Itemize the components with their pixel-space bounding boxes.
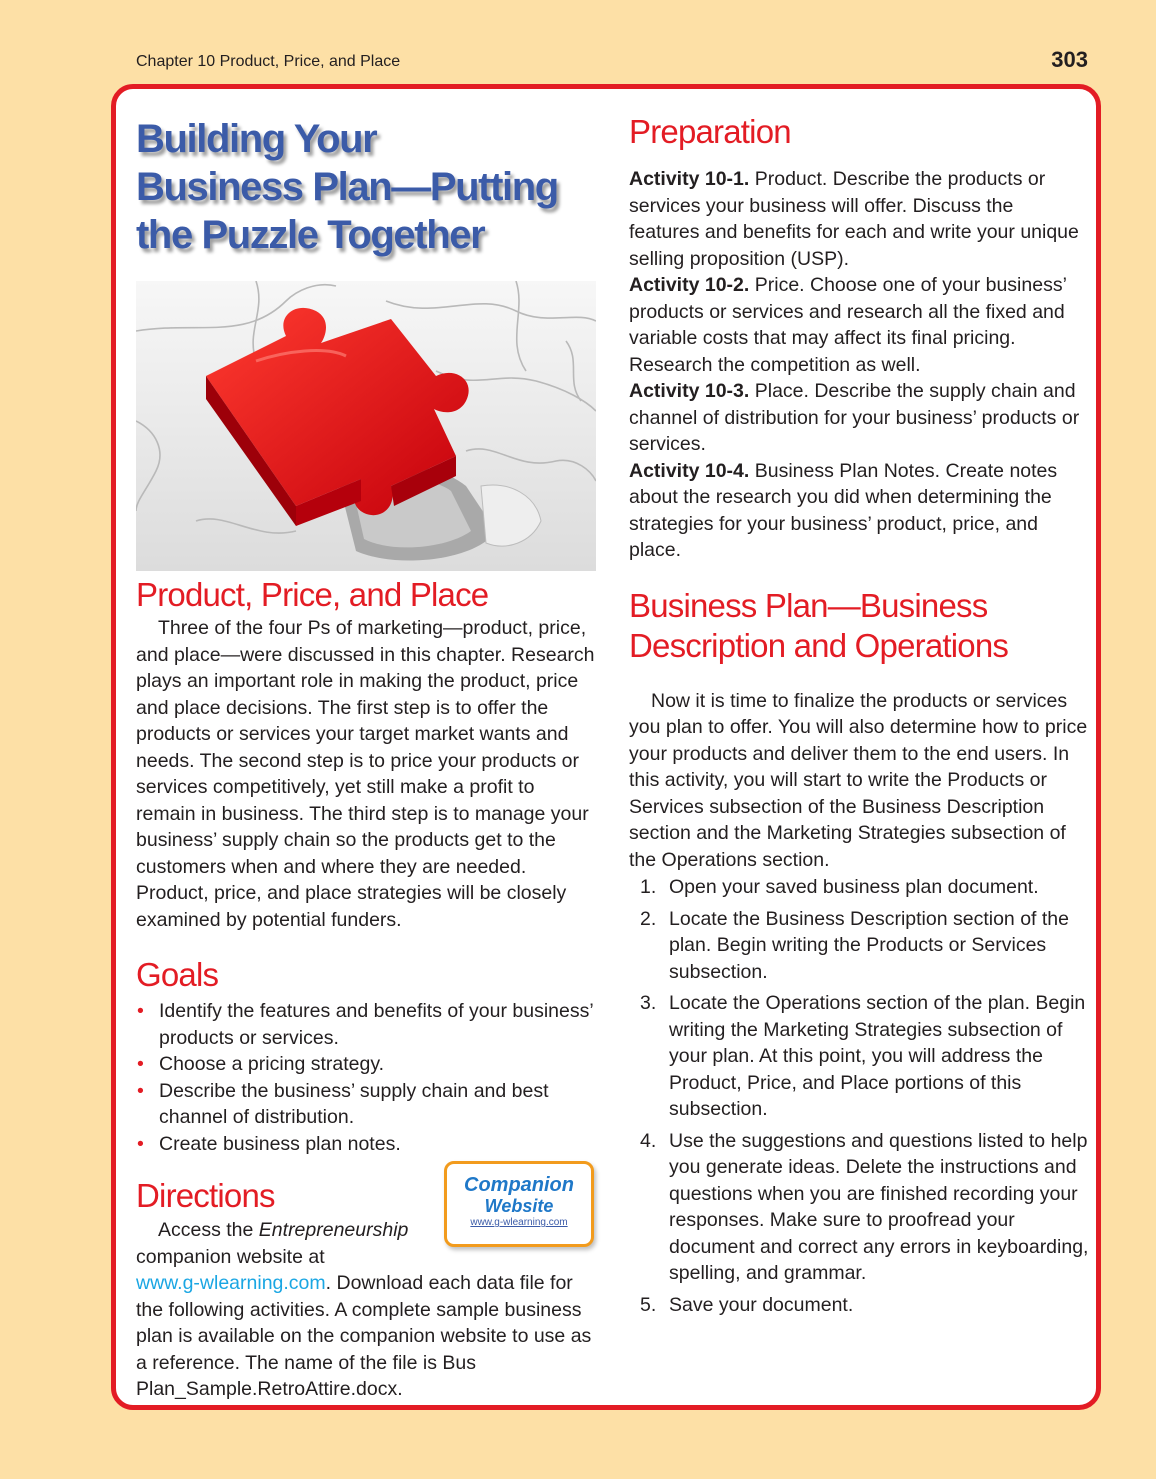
- title-line: the Puzzle Together: [136, 213, 485, 257]
- list-item: • Choose a pricing strategy.: [137, 1053, 385, 1075]
- companion-label: Companion: [464, 1174, 574, 1196]
- list-item: 1. Open your saved business plan document.: [640, 876, 1039, 898]
- activity-item: Activity 10-3. Place. Describe the supply chain and channel of distribution for your business’ products or services.: [629, 380, 1080, 455]
- puzzle-image: [136, 281, 596, 571]
- goals-list: [136, 998, 596, 1157]
- list-item: • Identify the features and benefits of your business’ products or services.: [137, 1000, 593, 1049]
- activity-item: Activity 10-4. Business Plan Notes. Create notes about the research you did when determining the strategies for your business’ product, price, and place.: [629, 459, 1058, 561]
- activities: [629, 166, 1089, 564]
- right-column: [629, 110, 1089, 1323]
- business-plan-heading: Business Plan—Business Description and Operations: [629, 586, 1009, 664]
- companion-website-badge[interactable]: [444, 1161, 594, 1247]
- badge-url: www.g-wlearning.com: [470, 1217, 568, 1228]
- list-item: 3. Locate the Operations section of the plan. Begin writing the Marketing Strategies subsection of your plan. At this point, you will address the Product, Price, and Place portions of this subsection.: [640, 992, 1086, 1120]
- list-item: • Create business plan notes.: [137, 1132, 401, 1155]
- directions-heading: Directions: [136, 1177, 275, 1214]
- list-item: 5. Save your document.: [640, 1293, 854, 1316]
- activity-item: Activity 10-2. Price. Choose one of your business’ products or services and research all the fixed and variable costs that may affect its final pricing. Research the competition as well.: [629, 274, 1067, 376]
- list-item: 2. Locate the Business Description section of the plan. Begin writing the Products or Services subsection.: [640, 907, 1069, 983]
- page-title: [136, 110, 596, 259]
- business-plan-intro: Now it is time to finalize the products or services you plan to offer. You will also determine how to price your products and deliver them to the end users. In this activity, you will start to write the Products or Services subsection of the Business Description section and the Marketing Strategies subsection of the Operations section.: [629, 689, 1088, 871]
- chapter-label: Chapter 10 Product, Price, and Place: [136, 53, 401, 70]
- product-price-place-text: Three of the four Ps of marketing—product, price, and place—were discussed in this chapter. Research plays an important role in making the product, price and place decisions. The first step is to offer the products or services your target market wants and needs. The second step is to price your products or services competitively, yet still make a profit to remain in business. The third step is to manage your business’ supply chain so the products get to the customers when and where they are needed. Product, price, and place strategies will be closely examined by potential funders.: [136, 617, 595, 931]
- title-line: Building Your: [136, 117, 377, 161]
- page-number: 303: [1051, 47, 1088, 72]
- goals-heading: Goals: [136, 956, 219, 993]
- list-item: 4. Use the suggestions and questions listed to help you generate ideas. Delete the instructions and questions when you are finished recording your responses. Make sure to proofread your document and correct any errors in keyboarding, spelling, and grammar.: [640, 1129, 1089, 1284]
- activity-item: Activity 10-1. Product. Describe the products or services your business will offer. Discuss the features and benefits for each and write your unique selling proposition (USP).: [629, 168, 1079, 270]
- list-item: • Describe the business’ supply chain and best channel of distribution.: [137, 1079, 549, 1128]
- running-head: [136, 47, 1088, 74]
- title-line: Business Plan—Putting: [136, 165, 558, 209]
- preparation-heading: Preparation: [629, 113, 791, 150]
- steps-list: [629, 874, 1089, 1318]
- product-price-place-heading: Product, Price, and Place: [136, 576, 489, 613]
- website-label: Website: [484, 1196, 554, 1216]
- directions-text: Access the Entrepreneurship companion website at: [136, 1219, 409, 1268]
- directions-text-cont: www.g-wlearning.com. Download each data file for the following activities. A complete sample business plan is available on the companion website to use as a reference. The name of the file is Bus Plan_Sample.RetroAttire.docx.: [136, 1272, 592, 1400]
- website-link[interactable]: www.g-wlearning.com: [136, 1272, 326, 1294]
